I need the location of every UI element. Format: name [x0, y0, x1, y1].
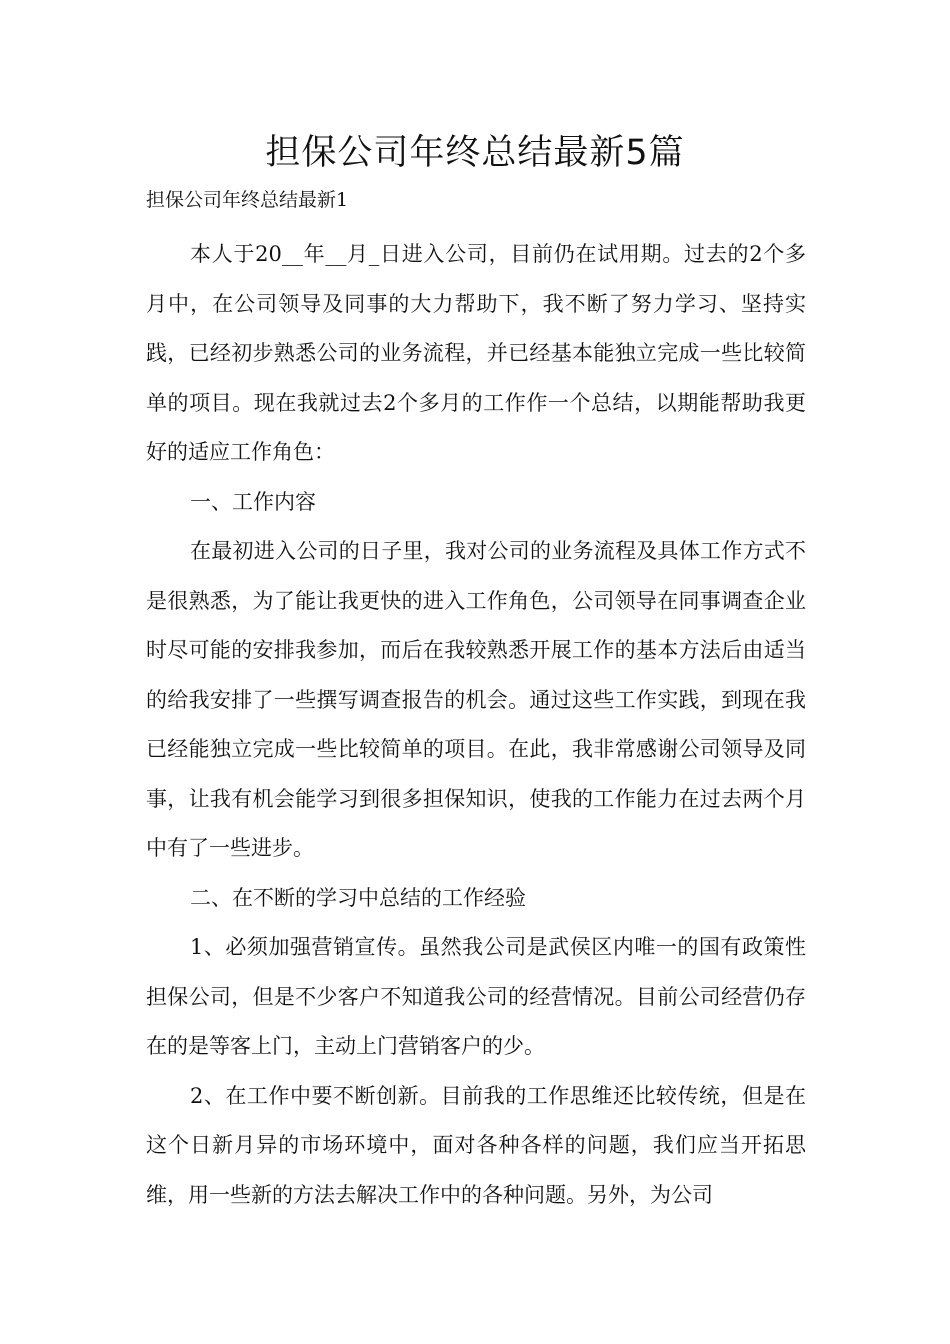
document-body: [146, 230, 806, 1220]
paragraph-intro: 本人于20__年__月_日进入公司，目前仍在试用期。过去的2个多月中，在公司领导及同事的大力帮助下，我不断了努力学习、坚持实践，已经初步熟悉公司的业务流程，并已经基本能独立完成一些比较简单的项目。现在我就过去2个多月的工作作一个总结，以期能帮助我更好的适应工作角色：: [146, 242, 806, 464]
paragraph-marketing: 1、必须加强营销宣传。虽然我公司是武侯区内唯一的国有政策性担保公司，但是不少客户不知道我公司的经营情况。目前公司经营仍存在的是等客上门，主动上门营销客户的少。: [146, 935, 806, 1058]
paragraph-innovation: 2、在工作中要不断创新。目前我的工作思维还比较传统，但是在这个日新月异的市场环境中，面对各种各样的问题，我们应当开拓思维，用一些新的方法去解决工作中的各种问题。另外，为公司: [146, 1083, 806, 1207]
document-title: 担保公司年终总结最新5篇: [265, 133, 685, 173]
paragraph-work-content: 在最初进入公司的日子里，我对公司的业务流程及具体工作方式不是很熟悉，为了能让我更快的进入工作角色，公司领导在同事调查企业时尽可能的安排我参加，而后在我较熟悉开展工作的基本方法后由适当的给我安排了一些撰写调查报告的机会。通过这些工作实践，到现在我已经能独立完成一些比较简单的项目。在此，我非常感谢公司领导及同事，让我有机会能学习到很多担保知识，使我的工作能力在过去两个月中有了一些进步。: [146, 539, 806, 860]
section-heading-work-content: 一、工作内容: [190, 489, 316, 514]
document-subtitle: 担保公司年终总结最新1: [146, 189, 349, 211]
section-heading-experience: 二、在不断的学习中总结的工作经验: [190, 885, 526, 910]
